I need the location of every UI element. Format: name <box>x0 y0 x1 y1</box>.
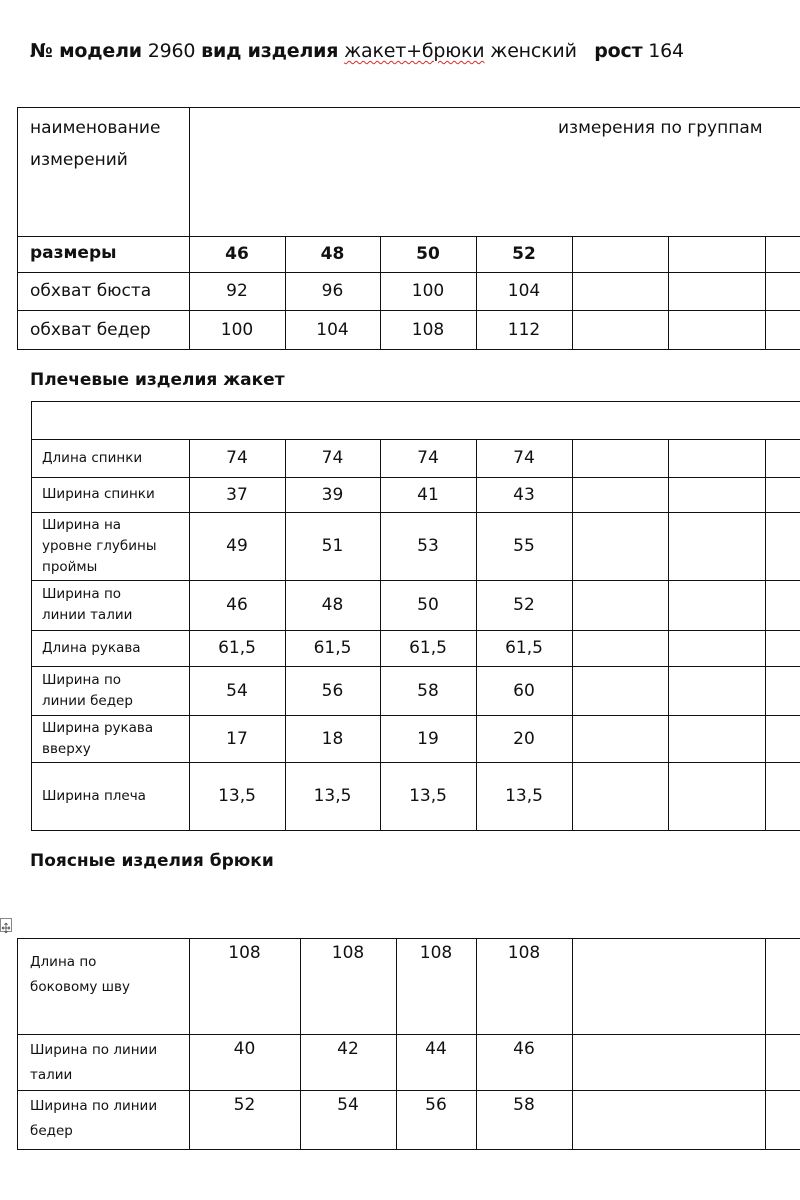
jacket-value-cell: 41 <box>417 484 439 505</box>
table-border-v <box>17 938 18 1149</box>
trousers-row-label <box>30 950 185 1034</box>
label-line: Ширина на <box>42 516 122 533</box>
trousers-value-cell: 108 <box>228 943 261 963</box>
jacket-value-cell: 61,5 <box>409 638 447 658</box>
jacket-value-cell: 17 <box>226 728 248 749</box>
height-value: 164 <box>648 40 684 62</box>
jacket-value-cell: 39 <box>321 484 344 505</box>
trousers-value-cell: 56 <box>425 1095 447 1115</box>
jacket-value-cell: 13,5 <box>505 786 543 806</box>
jacket-value-cell: 20 <box>513 728 535 749</box>
label-line: Ширина плеча <box>42 787 146 804</box>
label-line: Ширина по <box>42 586 122 602</box>
model-value: 2960 <box>147 40 196 62</box>
label-line: Ширина по линии <box>30 1098 158 1114</box>
jacket-value-cell: 58 <box>417 680 439 701</box>
jacket-value-cell: 61,5 <box>313 638 352 658</box>
trousers-value-cell: 108 <box>331 943 365 963</box>
jacket-value-cell: 60 <box>513 680 535 701</box>
trousers-value-cell: 42 <box>337 1039 359 1059</box>
jacket-value-cell: 13,5 <box>218 786 256 806</box>
label-line: обхват бюста <box>30 281 152 301</box>
type-label: вид изделия <box>201 40 339 62</box>
measurement-value-cell: 112 <box>507 319 541 340</box>
measurement-value-cell: 108 <box>411 319 445 340</box>
trousers-value-cell: 46 <box>513 1039 535 1059</box>
jacket-value-cell: 13,5 <box>313 786 352 806</box>
size-header-cell: 46 <box>225 244 249 264</box>
type-value-underlined: жакет+брюки <box>344 40 485 62</box>
trousers-row-label-text <box>30 1094 157 1144</box>
jacket-value-cell: 52 <box>513 595 535 615</box>
trousers-value-cell: 58 <box>513 1095 535 1115</box>
label-line: вверху <box>42 740 91 757</box>
label-line: Длина рукава <box>42 639 141 656</box>
label-line: линии талии <box>42 607 133 623</box>
label-line: Ширина спинки <box>42 486 155 502</box>
jacket-value-cell: 13,5 <box>409 786 447 806</box>
trousers-value-cell: 108 <box>507 943 541 963</box>
trousers-value-cell: 108 <box>419 943 453 963</box>
jacket-value-cell: 61,5 <box>505 638 543 658</box>
trousers-row-label-text <box>30 950 130 1000</box>
jacket-value-cell: 43 <box>513 484 535 505</box>
jacket-value-cell: 53 <box>417 536 439 556</box>
label-line: бедер <box>30 1123 73 1139</box>
jacket-value-cell: 48 <box>321 595 344 615</box>
jacket-value-cell: 37 <box>226 484 248 505</box>
height-label: рост <box>594 40 643 62</box>
table-border-h <box>17 1149 800 1150</box>
jacket-value-cell: 49 <box>226 536 248 556</box>
size-header-cell: 50 <box>416 244 440 264</box>
jacket-value-cell: 61,5 <box>218 638 256 658</box>
jacket-value-cell: 74 <box>321 448 344 468</box>
label-line: проймы <box>42 558 98 575</box>
size-header-cell: 52 <box>512 244 536 264</box>
jacket-value-cell: 51 <box>321 536 344 556</box>
label-line: боковому шву <box>30 979 130 995</box>
measurement-value-cell: 100 <box>220 319 254 340</box>
jacket-value-cell: 74 <box>417 448 439 468</box>
jacket-value-cell: 74 <box>513 448 535 468</box>
jacket-value-cell: 46 <box>226 595 248 615</box>
label-line: уровне глубины <box>42 537 157 554</box>
jacket-value-cell: 18 <box>321 728 344 749</box>
measurement-value-cell: 96 <box>321 281 344 301</box>
trousers-value-cell: 52 <box>233 1095 256 1115</box>
label-line: Длина спинки <box>42 449 143 466</box>
label-line: Ширина по <box>42 671 122 688</box>
jacket-value-cell: 19 <box>417 728 439 749</box>
sizes-label: размеры <box>30 243 117 263</box>
table-border-v <box>572 938 573 1149</box>
label-line: талии <box>30 1067 73 1083</box>
measurement-value-cell: 100 <box>411 281 445 301</box>
table-border-v <box>765 938 766 1149</box>
label-line: Длина по <box>30 954 97 970</box>
measurement-value-cell: 104 <box>316 319 349 340</box>
label-line: линии бедер <box>42 692 133 709</box>
header-groups-label: измерения по группам <box>558 118 763 138</box>
header-left-line1: наименование <box>30 118 161 138</box>
jacket-value-cell: 56 <box>321 680 344 701</box>
trousers-value-cell: 54 <box>337 1095 359 1115</box>
jacket-value-cell: 50 <box>417 595 439 615</box>
jacket-value-cell: 54 <box>226 680 248 701</box>
size-header-cell: 48 <box>320 244 345 264</box>
trousers-row-label <box>30 1094 185 1149</box>
measurement-value-cell: 92 <box>226 281 248 301</box>
model-label: № модели <box>30 40 142 62</box>
trousers-row-label <box>30 1038 185 1090</box>
label-line: обхват бедер <box>30 319 151 340</box>
jacket-value-cell: 74 <box>226 448 248 468</box>
label-line: Ширина по линии <box>30 1042 158 1058</box>
trousers-section-title: Поясные изделия брюки <box>30 851 274 871</box>
type-value-rest: женский <box>490 40 577 62</box>
measurement-value-cell: 104 <box>507 281 541 301</box>
trousers-value-cell: 40 <box>233 1039 256 1059</box>
trousers-row-label-text <box>30 1038 157 1088</box>
header-left-line2: измерений <box>30 150 128 170</box>
jacket-section-title: Плечевые изделия жакет <box>30 370 285 390</box>
label-line: Ширина рукава <box>42 719 154 736</box>
trousers-value-cell: 44 <box>425 1039 447 1059</box>
jacket-value-cell: 55 <box>513 536 535 556</box>
